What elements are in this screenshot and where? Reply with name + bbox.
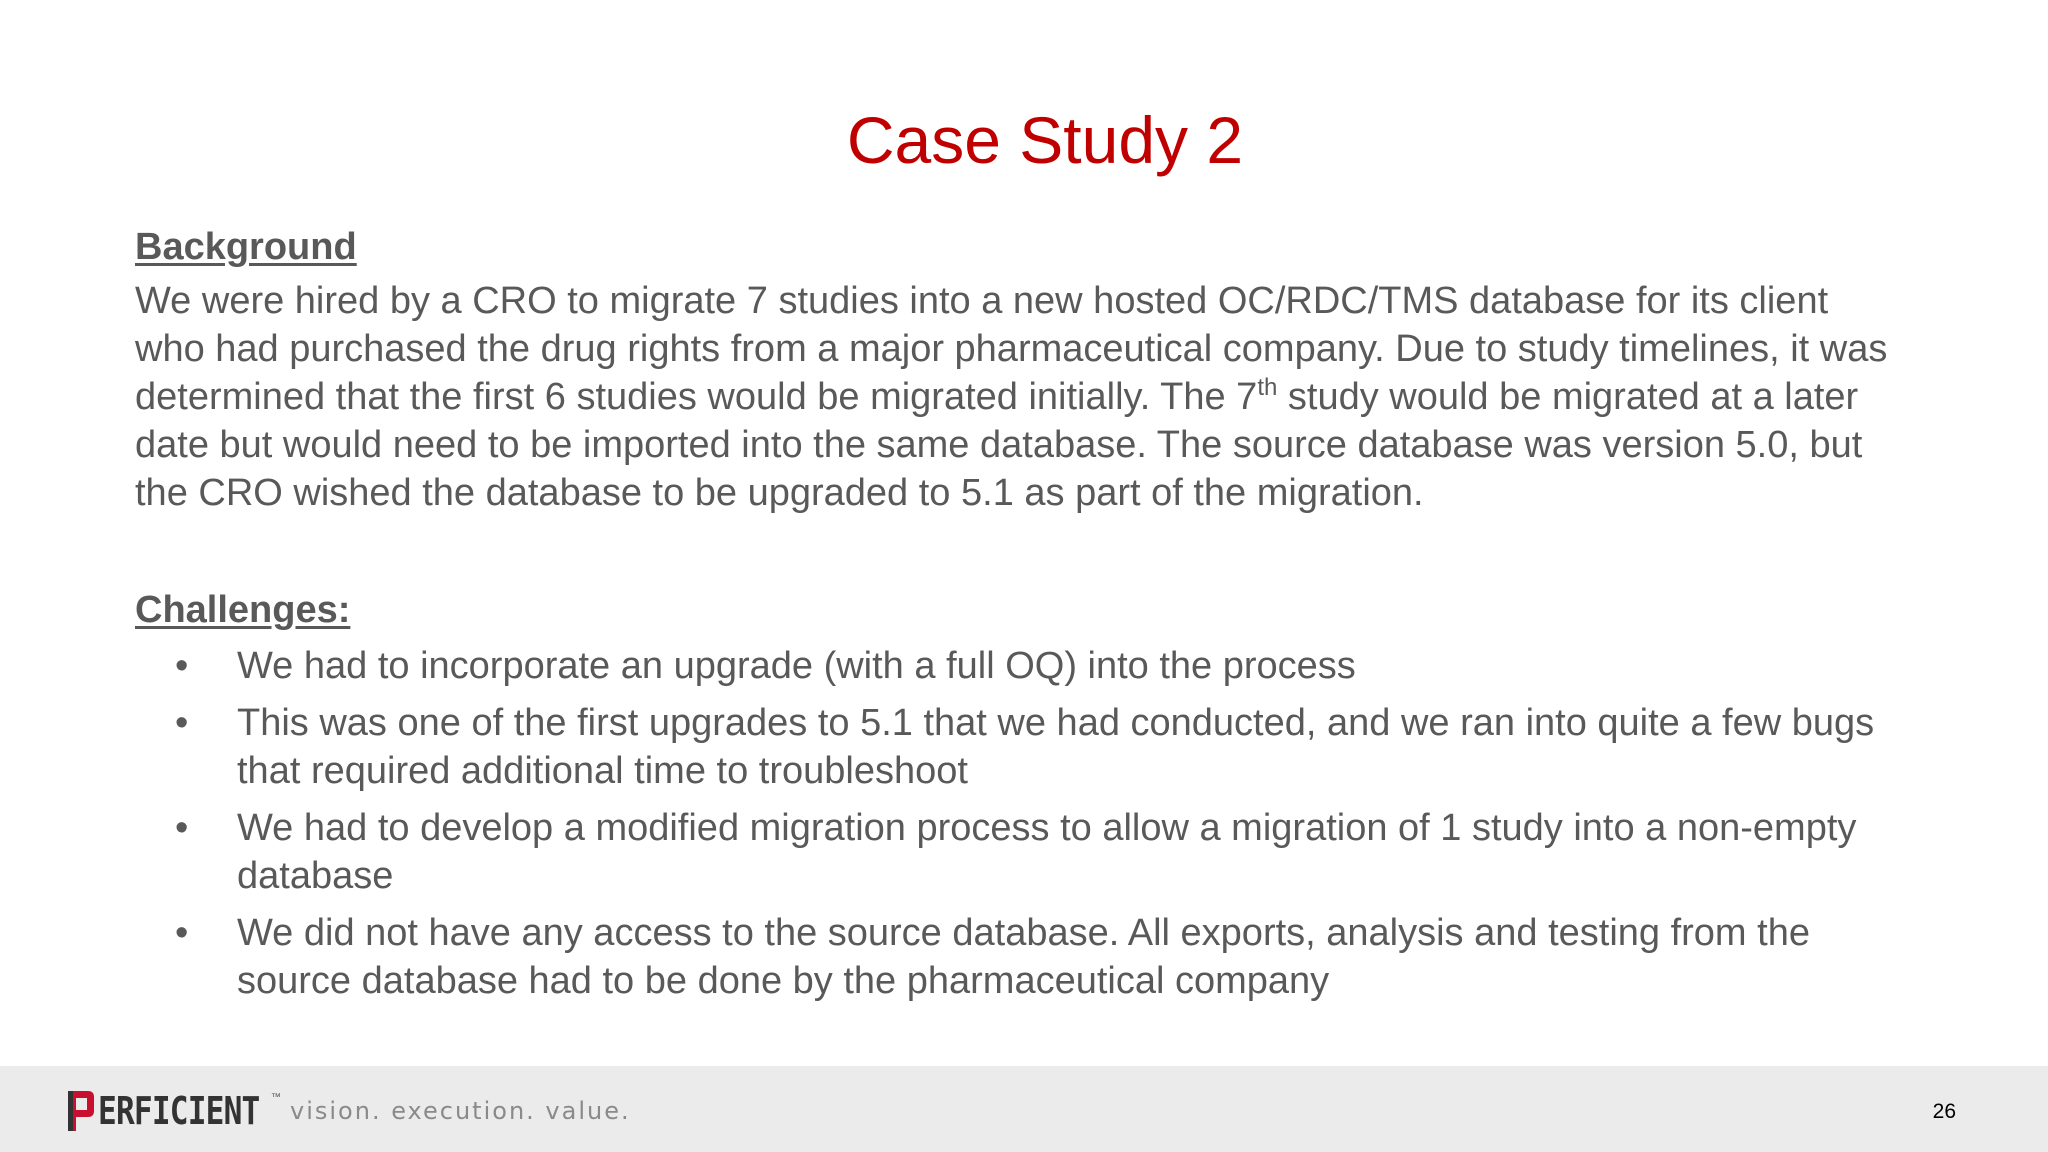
perficient-logo xyxy=(66,1088,281,1134)
bullet-icon: • xyxy=(175,645,189,687)
logo-p-mark-icon xyxy=(66,1089,96,1133)
challenge-item xyxy=(135,642,1895,690)
challenge-text: We had to incorporate an upgrade (with a full OQ) into the process xyxy=(237,645,1356,687)
page-number: 26 xyxy=(1932,1100,1956,1123)
background-text-part-2: study would be migrated at a later date but would need to be imported into the same database. The source database was version 5.0, but the CRO wished the database to be upgraded to 5.1 as part of the migration. xyxy=(135,376,1863,514)
challenge-item xyxy=(135,909,1895,1005)
challenge-item xyxy=(135,699,1895,795)
slide-content xyxy=(135,222,1895,1014)
background-heading: Background xyxy=(135,226,357,268)
bullet-icon: • xyxy=(175,702,189,744)
footer-bar xyxy=(0,1066,2048,1152)
trademark-symbol: ™ xyxy=(270,1092,281,1103)
challenge-item xyxy=(135,804,1895,900)
challenge-text: We did not have any access to the source database. All exports, analysis and testing from the source database had to be done by the pharmaceutical company xyxy=(237,912,1810,1002)
challenge-text: This was one of the first upgrades to 5.1 that we had conducted, and we ran into quite a few bugs that required additional time to troubleshoot xyxy=(237,702,1875,792)
bullet-icon: • xyxy=(175,807,189,849)
bullet-icon: • xyxy=(175,912,189,954)
challenge-text: We had to develop a modified migration process to allow a migration of 1 study into a non-empty database xyxy=(237,807,1857,897)
background-paragraph xyxy=(135,277,1895,517)
background-text-part-1: We were hired by a CRO to migrate 7 studies into a new hosted OC/RDC/TMS database for its client who had purchased the drug rights from a major pharmaceutical company. Due to study timelines, it was determined that the first 6 studies would be migrated initially. The 7 xyxy=(135,280,1888,418)
tagline: vision. execution. value. xyxy=(290,1097,631,1125)
challenges-heading: Challenges: xyxy=(135,589,351,631)
ordinal-superscript: th xyxy=(1257,374,1278,401)
slide-title: Case Study 2 xyxy=(846,103,1244,177)
logo-wordmark: ERFICIENT xyxy=(98,1089,260,1133)
challenges-list xyxy=(135,642,1895,1005)
